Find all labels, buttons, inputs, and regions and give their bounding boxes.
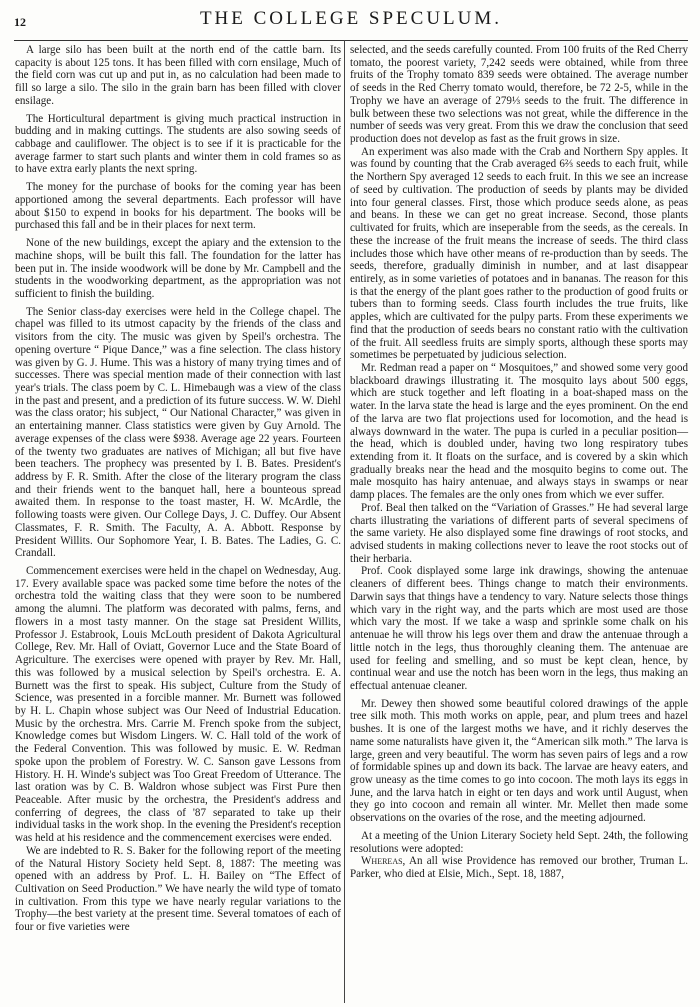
column-divider [344, 40, 345, 1003]
page-header [14, 4, 688, 34]
paragraph-bees: Prof. Cook displayed some large ink drawings, showing the antenuae cleaners of different bees. Things change to match their environments. Darwin says that things have a tendency to vary. Nature selects those things which vary in the right way, and the parts which are most used are those which vary the most. If we take a wasp and sprinkle some chalk on his antenuae he will throw his legs over them and draw the antenuae through a little notch in the legs, thus thoroughly cleaning them. The antenuae are used for feeling and smelling, and so must be kept clean, hence, by continual wear and use the notch has been worn in the legs, thus making an effectual antenuae cleaner. [350, 565, 688, 692]
paragraph-grasses: Prof. Beal then talked on the “Variation of Grasses.” He had several large charts illustrating the variations of different parts of several specimens of the same variety. He also displayed some fine drawings of root stocks, and advised students in making collections never to leave the root stocks out of their herbaria. [350, 501, 688, 565]
resolution-text: An all wise Providence has removed our brother, Truman L. Parker, who died at Elsie, Mich., Sept. 18, 1887, [350, 855, 688, 880]
paragraph-natural-history: We are indebted to R. S. Baker for the following report of the meeting of the Natural History Society held Sept. 8, 1887: The meeting was opened with an address by Prof. L. H. Bailey on “The Effect of Cultivation on Seed Production.” We have nearly the wild type of tomato in cultivation. From this type we have nearly regular variations to the Trophy—the best variety at the present time. Several tomatoes of each of four or five varieties were [15, 844, 341, 934]
header-rule [14, 40, 688, 41]
paragraph-seed-count: selected, and the seeds carefully counted. From 100 fruits of the Red Cherry tomato, the poorest variety, 7,242 seeds were obtained, while from three fruits of the Trophy tomato 839 seeds were obtained. The average number of seeds in the Red Cherry tomato would, therefore, be 72 2-5, while in the Trophy we have an average of 279⅓ seeds to the fruit. The difference in bulk between these two selections was not great, while the difference in the number of seeds was very great. From this we draw the conclusion that seed production does not develop as fast as the fruit grows in size. [350, 44, 688, 146]
journal-title: THE COLLEGE SPECULUM. [199, 8, 503, 29]
paragraph-union-literary: At a meeting of the Union Literary Society held Sept. 24th, the following resolutions were adopted: [350, 829, 688, 855]
paragraph-class-day: The Senior class-day exercises were held in the College chapel. The chapel was filled to its utmost capacity by the friends of the class and visitors from the city. The music was given by Speil's orchestra. The opening overture “ Pique Dance,” was a fine selection. The class history was given by G. J. Hume. This was a history of many trying times and of successes. There was special mention made of their connection with last year's trials. The class poem by C. L. Himebaugh was a view of the class in the past and present, and a prediction of its future success. W. W. Diehl was the class orator; his subject, “ Our National Character,” was given in an entertaining manner. Class statistics were given by Guy Arnold. The average expenses of the class were $938. Average age 22 years. Fourteen of the twenty two graduates are natives of Michigan; all but five have been teachers. The prophecy was presented by I. B. Bates. President's address by F. R. Smith. After the close of the literary program the class and their friends went to the banquet hall, here a bounteous spread awaited them. In response to the toast master, H. W. McArdle, the following toasts were given. Our College Days, J. C. Duffey. Our Absent Classmates, F. R. Smith. The Faculty, A. A. Abbott. Response by President Willits. Our Sophomore Year, I. B. Bates. The Ladies, G. C. Crandall. [15, 305, 341, 560]
paragraph-commencement: Commencement exercises were held in the chapel on Wednesday, Aug. 17. Every available space was packed some time before the notes of the orchestra told the waiting class that they were soon to be numbered among the alumni. The platform was decorated with palms, ferns, and flowers in a most tasty manner. On the stage sat President Willits, Professor J. Estabrook, Louis McLouth president of Dakota Agricultural College, Rev. Mr. Hall of Oviatt, Governor Luce and the State Board of Agriculture. The exercises were opened with prayer by Rev. Mr. Hall, this was followed by a musical selection by Speil's orchestra. E. A. Burnett was the first to speak. His subject, Culture from the Study of Science, was presented in a forcible manner. Mr. Burnett was followed by H. L. Chapin whose subject was Our Need of Industrial Education. Music by the orchestra. Mrs. Carrie M. French spoke from the subject, Knowledge comes but Wisdom Lingers. W. C. Hall told of the work of the Federal Convention. This was followed by music. E. W. Redman spoke upon the problem of Forestry. W. C. Sanson gave Lessons from History. H. H. Winde's subject was Too Great Freedom of Utterance. The last oration was by C. B. Waldron whose subject was First Pure then Peaceable. After music by the orchestra, the President's address and conferring of degrees, the class of '87 separated to take up their individual tasks in the work shop. In the evening the President's reception was held at his residence and the commencement exercises were ended. [15, 565, 341, 845]
paragraph-buildings: None of the new buildings, except the apiary and the extension to the machine shops, will be built this fall. The foundation for the latter has been put in. The inside woodwork will be done by Mr. Campbell and the students in the woodworking department, as the appropriation was not sufficient to finish the building. [15, 237, 341, 300]
page-number: 12 [14, 15, 26, 29]
paragraph-resolution [350, 855, 688, 880]
paragraph-books: The money for the purchase of books for the coming year has been apportioned among the several departments. Each professor will have about $150 to expend in books for his department. The books will be purchased this fall and be in their places for next term. [15, 181, 341, 232]
paragraph-silk-moth: Mr. Dewey then showed some beautiful colored drawings of the apple tree silk moth. This moth works on apple, pear, and plum trees and hazel bushes. It is one of the largest moths we have, and it richly deserves the name some naturalists have given it, the “American silk moth.” The larva is large, green and very beautiful. The worm has seven pairs of legs and a row of formidable spines up and down its back. The larvae are heavy eaters, and grow uneasy as the time comes to go into cocoon. The moth lays its eggs in June, and the larva hatch in eight or ten days and work until August, when they go into cocoon and remain all winter. Mr. Mellet then made some observations on the ovaries of the rose, and the meeting adjourned. [350, 697, 688, 825]
resolution-lead: Whereas, [361, 855, 406, 868]
paragraph-horticulture: The Horticultural department is giving much practical instruction in budding and in making cuttings. The students are also sowing seeds of cabbage and cauliflower. The object is to see if it is practicable for the average farmer to start such plants and winter them in cold frames so as to have extra early plants the next spring. [15, 112, 341, 176]
paragraph-silo: A large silo has been built at the north end of the cattle barn. Its capacity is about 125 tons. It has been filled with corn ensilage, Much of the field corn was cut up and put in, as no calculation had been made to fill so large a silo. The silo in the grain barn has been filled with clover ensilage. [15, 44, 341, 107]
paragraph-mosquitoes: Mr. Redman read a paper on “ Mosquitoes,” and showed some very good blackboard drawings illustrating it. The mosquito lays about 500 eggs, which are stuck together and left floating in a boat-shaped mass on the water. In the larva state the head is large and the eyes prominent. On the end of the larva are two flat projections used for locomotion, and the head is always downward in the water. The pupa is curled in a peculiar position—the head, which is doubled under, having two long respiratory tubes extending from it. It floats on the surface, and is covered by a skin which gradually breaks near the head and the mosquito begins to come out. The male mosquito has hairy antenuae, and always stays in swamps or near damp places. The females are the only ones from which we ever suffer. [350, 361, 688, 502]
right-column [350, 44, 688, 881]
paragraph-apples: An experiment was also made with the Crab and Northern Spy apples. It was found by counting that the Crab averaged 6⅔ seeds to each fruit, while the Northern Spy averaged 12 seeds to each fruit. In this we see an increase of seed by cultivation. The production of seeds by plants may be divided into four general classes. First, those which produce seeds alone, as peas and beans. In these we can get no great increase. Second, those plants cultivated for fruits, which are inseperable from the seeds, as the cereals. In these the increase of the fruit means the increase of seeds. The third class includes those which have other means of re-production than by seeds. The seeds, therefore, gradually diminish in number, and at last disappear entirely, as in some varieties of potatoes and in bananas. The reason for this is that the energy of the plant goes rather to the production of good fruits or tubers than to forming seeds. Class fourth includes the true fruits, like apples, which are cultivated for the pulpy parts. From these experiments we find that the production of seeds bears no constant ratio with the cultivation of the fruit. All seedless fruits are simply sports, although these sports may sometimes be perpetuated by judicious selection. [350, 145, 688, 362]
left-column [15, 44, 341, 934]
